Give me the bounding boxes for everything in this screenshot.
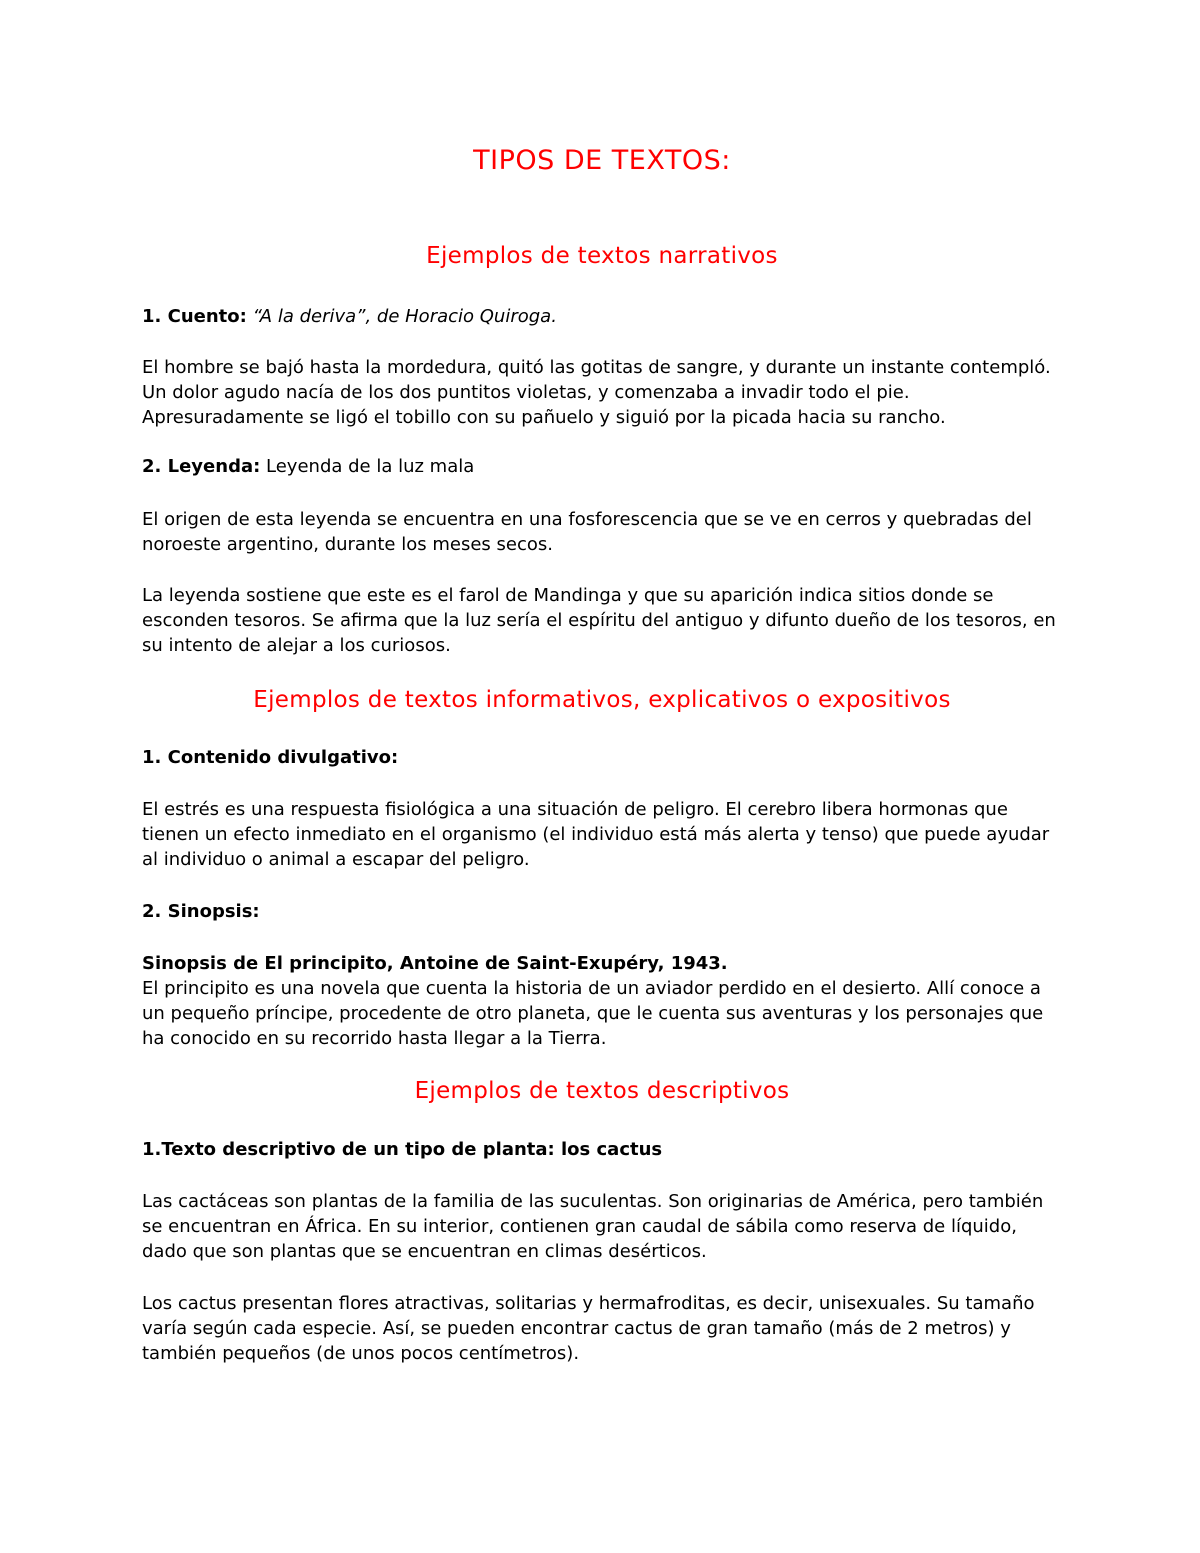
narrativos-item1-text: El hombre se bajó hasta la mordedura, quitó las gotitas de sangre, y durante un instante contempló. Un dolor agudo nacía de los dos puntitos violetas, y comenzaba a invadir todo el pie. Apresuradamente se ligó el tobillo con su pañuelo y siguió por la picada hacia su rancho. (142, 357, 1051, 428)
descriptivos-item1-label: 1.Texto descriptivo de un tipo de planta: los cactus (142, 1139, 663, 1160)
informativos-item2-text: El principito es una novela que cuenta la historia de un aviador perdido en el desierto. Allí conoce a un pequeño príncipe, procedente de otro planeta, que le cuenta sus aventuras y los personajes que ha conocido en su recorrido hasta llegar a la Tierra. (142, 978, 1044, 1049)
informativos-item1-text: El estrés es una respuesta fisiológica a una situación de peligro. El cerebro libera hormonas que tienen un efecto inmediato en el organismo (el individuo está más alerta y tenso) que puede ayudar al individuo o animal a escapar del peligro. (142, 799, 1050, 870)
heading-informativos: Ejemplos de textos informativos, explicativos o expositivos (253, 687, 951, 713)
descriptivos-item1-text1: Las cactáceas son plantas de la familia de las suculentas. Son originarias de América, pero también se encuentran en África. En su interior, contienen gran caudal de sábila como reserva de líquido, dado que son plantas que se encuentran en climas desérticos. (142, 1191, 1044, 1262)
heading-narrativos: Ejemplos de textos narrativos (426, 243, 778, 269)
narrativos-item1-title: “A la deriva”, de Horacio Quiroga. (252, 306, 557, 327)
narrativos-item2-title: Leyenda de la luz mala (260, 456, 475, 477)
informativos-item1-label: 1. Contenido divulgativo: (142, 747, 399, 768)
descriptivos-item1-text2: Los cactus presentan flores atractivas, solitarias y hermafroditas, es decir, unisexuales. Su tamaño varía según cada especie. Así, se pueden encontrar cactus de gran tamaño (más de 2 metros) y también pequeños (de unos pocos centímetros). (142, 1293, 1035, 1364)
narrativos-item2-label: 2. Leyenda: (142, 456, 261, 477)
narrativos-item1-line (142, 304, 1062, 329)
narrativos-item2-text1: El origen de esta leyenda se encuentra en una fosforescencia que se ve en cerros y quebradas del noroeste argentino, durante los meses secos. (142, 509, 1032, 555)
informativos-item2-label: 2. Sinopsis: (142, 901, 260, 922)
narrativos-item2-text2: La leyenda sostiene que este es el farol de Mandinga y que su aparición indica sitios donde se esconden tesoros. Se afirma que la luz sería el espíritu del antiguo y difunto dueño de los tesoros, en su intento de alejar a los curiosos. (142, 585, 1056, 656)
heading-descriptivos: Ejemplos de textos descriptivos (414, 1078, 790, 1104)
document-title: TIPOS DE TEXTOS: (473, 145, 731, 176)
narrativos-item1-label: 1. Cuento: (142, 306, 247, 327)
narrativos-item2-line (142, 454, 1062, 479)
informativos-item2-subtitle: Sinopsis de El principito, Antoine de Saint-Exupéry, 1943. (142, 953, 728, 974)
